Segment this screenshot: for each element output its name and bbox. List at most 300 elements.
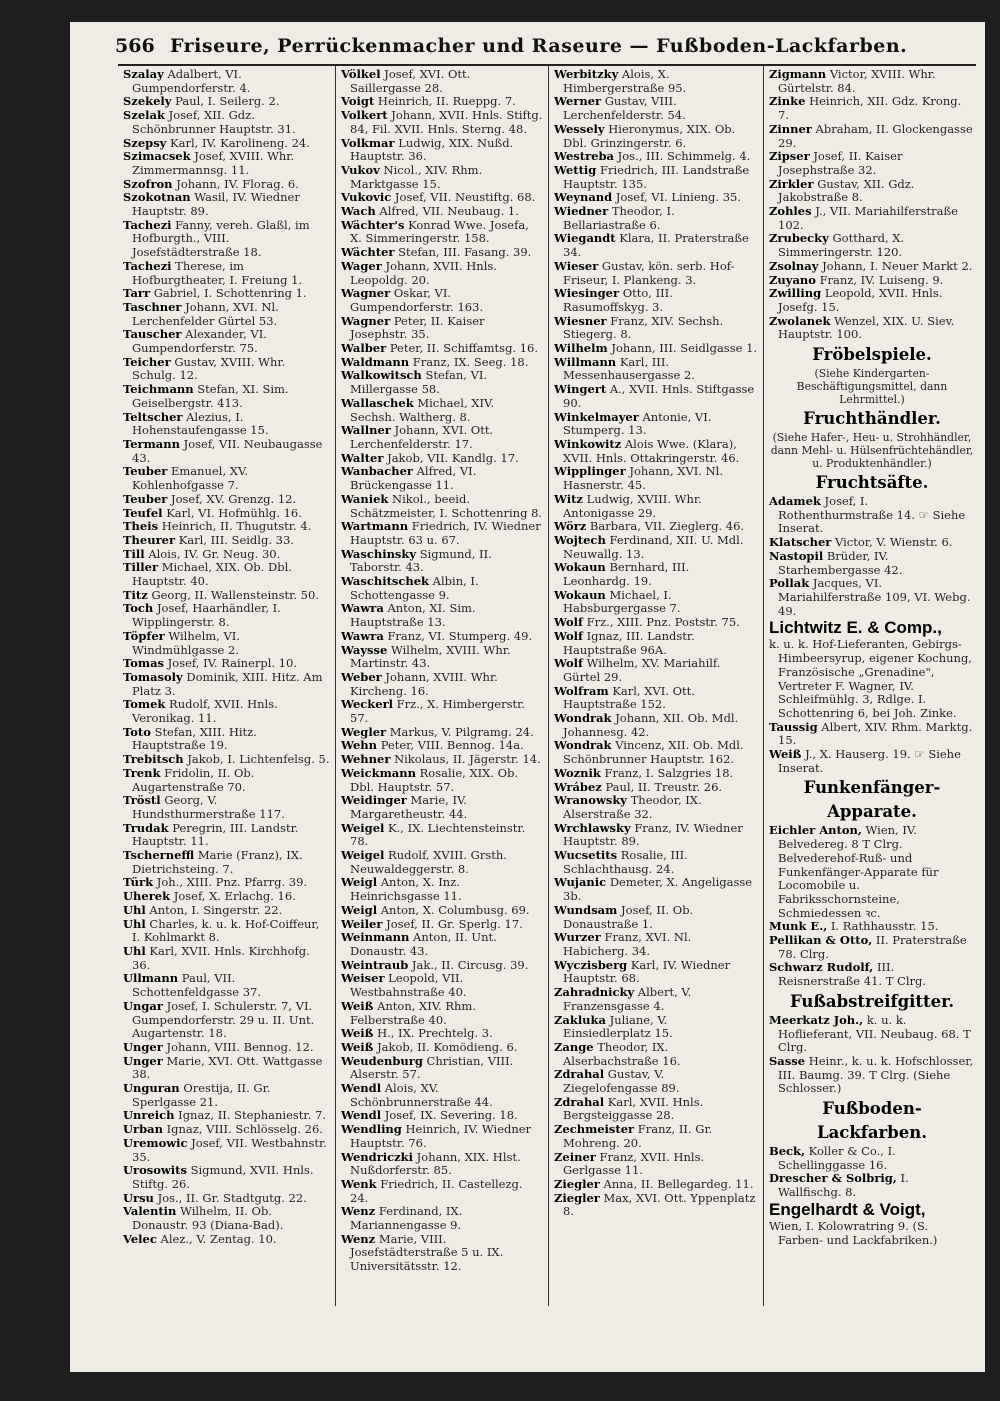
entry-surname: Ullmann: [123, 971, 179, 986]
entry-surname: Termann: [123, 436, 180, 451]
entry-surname: Volkmar: [341, 135, 395, 150]
directory-entry: [554, 315, 758, 342]
entry-surname: Walkowitsch: [341, 368, 422, 383]
directory-entry: [554, 931, 758, 958]
directory-entry: [341, 876, 543, 903]
entry-details: Anna, II. Bellegardeg. 11.: [603, 1176, 754, 1191]
entry-surname: Toto: [123, 724, 151, 739]
directory-entry: [341, 493, 543, 520]
entry-surname: Szokotnan: [123, 190, 191, 205]
entry-surname: Wächter's: [341, 217, 405, 232]
entry-surname: Wawra: [341, 628, 384, 643]
directory-entry: [123, 356, 330, 383]
entry-details: Josef, XV. Grenzg. 12.: [171, 491, 297, 506]
entry-surname: Wojtech: [554, 532, 606, 547]
entry-details: Paul, VII. Schottenfeldgasse 37.: [132, 971, 261, 1000]
column-3: [549, 66, 764, 1306]
entry-details: Ferdinand, IX. Mariannengasse 9.: [350, 1204, 463, 1233]
directory-entry: [554, 794, 758, 821]
entry-details: Wilhelm, II. Ob. Donaustr. 93 (Diana-Bad).: [132, 1204, 284, 1233]
entry-surname: Vukov: [341, 162, 380, 177]
entry-surname: Wenz: [341, 1204, 376, 1219]
entry-details: Charles, k. u. k. Hof-Coiffeur, I. Kohlmarkt 8.: [132, 916, 320, 945]
directory-entry: [769, 550, 975, 577]
page-title: Friseure, Perrückenmacher und Raseure — Fußboden-Lackfarben.: [170, 35, 908, 57]
section-heading: Fruchtsäfte.: [815, 473, 929, 493]
directory-entry: [769, 1145, 975, 1172]
entry-details: Heinr., k. u. k. Hofschlosser, III. Baumg. 39. T Clrg. (Siehe Schlosser.): [778, 1053, 974, 1096]
entry-details: Franz, IX. Seeg. 18.: [412, 354, 529, 369]
directory-entry: [341, 739, 543, 753]
entry-details: Karl, XVI. Ott. Hauptstraße 152.: [563, 683, 695, 712]
entry-details: Wien, IV. Belvedereg. 8 T Clrg. Belvederehof-Ruß- und Funkenfänger-Apparate für Locomobile u. Fabriksschornsteine, Schmiedessen ꝛc.: [778, 823, 939, 920]
directory-entry: [123, 438, 330, 465]
section-heading: Fußabstreifgitter.: [789, 991, 955, 1011]
entry-surname: Weickmann: [341, 765, 416, 780]
directory-entry: [341, 1205, 543, 1232]
entry-surname: Wyczisberg: [554, 957, 628, 972]
directory-entry: [769, 638, 975, 720]
directory-entry: [123, 794, 330, 821]
entry-surname: Pellikan & Otto,: [769, 933, 873, 948]
directory-entry: [554, 822, 758, 849]
directory-entry: [123, 1055, 330, 1082]
entry-details: Karl, IV. Wiedner Hauptstr. 68.: [563, 957, 731, 986]
entry-details: H., IX. Prechtelg. 3.: [377, 1026, 493, 1041]
entry-surname: Zinner: [769, 121, 812, 136]
entry-surname: Trudak: [123, 820, 169, 835]
entry-details: Friedrich, IV. Wiedner Hauptstr. 63 u. 67.: [350, 519, 541, 547]
entry-surname: Meerkatz Joh.,: [769, 1012, 864, 1027]
entry-details: Johann, XVI. Ott. Lerchenfelderstr. 17.: [350, 423, 494, 451]
entry-details: Koller & Co., I. Schellinggasse 16.: [778, 1144, 896, 1172]
entry-details: Rosalie, XIX. Ob. Dbl. Hauptstr. 57.: [350, 765, 519, 794]
entry-details: Adalbert, VI. Gumpendorferstr. 4.: [132, 67, 251, 95]
entry-details: Ludwig, XIX. Nußd. Hauptstr. 36.: [350, 135, 514, 164]
directory-entry: [554, 589, 758, 616]
directory-entry: [554, 1151, 758, 1178]
entry-details: Stefan, III. Fasang. 39.: [398, 245, 532, 260]
entry-details: Alois, X. Himbergerstraße 95.: [563, 67, 687, 95]
directory-entry: [554, 986, 758, 1013]
directory-entry: [554, 493, 758, 520]
directory-entry: [554, 123, 758, 150]
entry-surname: Theis: [123, 519, 159, 534]
directory-entry: [554, 68, 758, 95]
entry-details: Theodor, IX. Alserbachstraße 16.: [563, 1039, 681, 1068]
directory-entry: [123, 219, 330, 260]
entry-surname: Volkert: [341, 108, 388, 123]
directory-entry: [341, 575, 543, 602]
entry-surname: Wehn: [341, 738, 378, 753]
directory-entry: [341, 1041, 543, 1055]
directory-entry: [769, 824, 975, 920]
entry-surname: Valentin: [123, 1204, 177, 1219]
entry-details: K., IX. Liechtensteinstr. 78.: [350, 820, 526, 849]
directory-entry: [123, 68, 330, 95]
directory-entry: [554, 739, 758, 766]
entry-surname: Wendl: [341, 1081, 382, 1096]
entry-surname: Wendling: [341, 1122, 402, 1137]
entry-details: Johann, XVI. Nl. Lerchenfelder Gürtel 53.: [132, 299, 279, 328]
directory-entry: [554, 781, 758, 795]
entry-details: Peregrin, III. Landstr. Hauptstr. 11.: [132, 820, 299, 849]
entry-surname: Völkel: [341, 67, 381, 81]
entry-surname: Zuyano: [769, 272, 816, 287]
entry-details: Gustav, V. Ziegelofengasse 89.: [563, 1067, 680, 1096]
directory-entry: [554, 1096, 758, 1123]
entry-surname: Zwilling: [769, 286, 822, 301]
entry-details: Johann, XVI. Nl. Hasnerstr. 45.: [563, 464, 724, 493]
entry-details: Anton, II. Unt. Donaustr. 43.: [350, 930, 497, 958]
entry-surname: Weigel: [341, 820, 385, 835]
entry-details: Wenzel, XIX. U. Siev. Hauptstr. 100.: [778, 313, 955, 342]
entry-surname: Urban: [123, 1122, 163, 1137]
entry-details: Josef, Haarhändler, I. Wipplingerstr. 8.: [132, 601, 281, 630]
entry-details: Ludwig, XVIII. Whr. Antonigasse 29.: [563, 491, 702, 520]
entry-details: Franz, XIV. Sechsh. Stiegerg. 8.: [563, 313, 724, 342]
entry-details: Gotthard, X. Simmeringerstr. 120.: [778, 231, 905, 260]
entry-surname: Waniek: [341, 491, 389, 506]
entry-details: J., VII. Mariahilferstraße 102.: [778, 204, 958, 232]
directory-entry: [341, 1233, 543, 1274]
directory-entry: [123, 109, 330, 136]
entry-surname: Beck,: [769, 1144, 806, 1159]
entry-surname: Westreba: [554, 149, 614, 164]
directory-entry: [769, 150, 975, 177]
entry-surname: Woznik: [554, 765, 601, 780]
directory-entry: [123, 1233, 330, 1247]
directory-entry: [123, 1192, 330, 1206]
entry-surname: Tarr: [123, 286, 151, 301]
entry-surname: Wehner: [341, 752, 391, 767]
directory-entry: [341, 520, 543, 547]
directory-entry: [341, 191, 543, 205]
entry-details: Alois, XV. Schönbrunnerstraße 44.: [350, 1081, 493, 1109]
entry-surname: Wondrak: [554, 711, 612, 726]
entry-details: Stefan, VI. Millergasse 58.: [350, 368, 488, 397]
entry-details: Theodor, IX. Alserstraße 32.: [563, 793, 702, 821]
entry-details: Josef, XVI. Ott. Saillergasse 28.: [350, 67, 471, 95]
entry-surname: Unguran: [123, 1081, 180, 1096]
entry-details: Wilhelm, XVIII. Whr. Martinstr. 43.: [350, 642, 511, 671]
directory-entry: [123, 411, 330, 438]
entry-surname: Ziegler: [554, 1190, 600, 1205]
directory-entry: [554, 712, 758, 739]
entry-details: Oskar, VI. Gumpendorferstr. 163.: [350, 286, 484, 314]
entry-details: Heinrich, XII. Gdz. Krong. 7.: [778, 94, 962, 123]
entry-surname: Wettig: [554, 162, 597, 177]
directory-entry: [554, 1192, 758, 1219]
directory-entry: [769, 920, 975, 934]
entry-surname: Titz: [123, 587, 148, 602]
entry-surname: Weigel: [341, 848, 385, 863]
entry-details: Michael, I. Habsburgergasse 7.: [563, 587, 681, 616]
directory-entry: [341, 465, 543, 492]
entry-surname: Wartmann: [341, 519, 409, 534]
directory-entry: [123, 904, 330, 918]
entry-details: Johann, XVIII. Whr. Kircheng. 16.: [350, 669, 498, 698]
directory-entry: [554, 534, 758, 561]
entry-details: Josef, VI. Linieng. 35.: [615, 190, 741, 205]
entry-surname: Ungar: [123, 998, 163, 1013]
entry-details: Franz, XVII. Hnls. Gerlgasse 11.: [563, 1149, 705, 1178]
entry-details: Marie, VIII. Josefstädterstraße 5 u. IX. Universitätsstr. 12.: [350, 1231, 504, 1274]
entry-surname: Tröstl: [123, 793, 161, 808]
directory-entry: [769, 577, 975, 618]
entry-details: Franz, VI. Stumperg. 49.: [387, 628, 533, 643]
entry-surname: Szepsy: [123, 135, 167, 150]
entry-details: Franz, IV. Luiseng. 9.: [819, 272, 944, 287]
directory-entry: [341, 959, 543, 973]
directory-entry: [554, 520, 758, 534]
entry-details: Albin, I. Schottengasse 9.: [350, 574, 479, 602]
entry-details: Ferdinand, XII. U. Mdl. Neuwallg. 13.: [563, 532, 744, 561]
entry-details: Anton, XIV. Rhm. Felberstraße 40.: [350, 998, 476, 1027]
entry-surname: Wiesinger: [554, 286, 620, 301]
directory-entry: [769, 178, 975, 205]
entry-surname: Willmann: [554, 354, 617, 369]
directory-entry: [554, 164, 758, 191]
entry-surname: Teichmann: [123, 382, 194, 397]
entry-surname: Waschitschek: [341, 574, 430, 589]
entry-details: Gabriel, I. Schottenring 1.: [153, 286, 307, 301]
entry-details: Jacques, VI. Mariahilferstraße 109, VI. Webg. 49.: [778, 576, 971, 618]
entry-details: Johann, XVII. Hnls. Stiftg. 84, Fil. XVII. Hnls. Sterng. 48.: [350, 108, 543, 136]
entry-details: Gustav, VIII. Lerchenfelderstr. 54.: [563, 94, 686, 123]
directory-entry: [123, 1123, 330, 1137]
directory-entry: [123, 95, 330, 109]
entry-surname: Toch: [123, 601, 154, 616]
entry-surname: Wächter: [341, 245, 395, 260]
entry-details: Frz., XIII. Pnz. Poststr. 75.: [586, 615, 740, 630]
directory-entry: [123, 507, 330, 521]
entry-details: Therese, im Hofburgtheater, I. Freiung 1.: [132, 258, 303, 287]
entry-details: Victor, XVIII. Whr. Gürtelstr. 84.: [778, 67, 936, 95]
directory-entry: [341, 698, 543, 725]
directory-entry: [123, 890, 330, 904]
entry-details: Albert, XIV. Rhm. Marktg. 15.: [778, 719, 973, 748]
directory-entry: [123, 657, 330, 671]
entry-surname: Weckerl: [341, 697, 394, 712]
entry-details: III. Reisnerstraße 41. T Clrg.: [778, 960, 927, 989]
entry-details: Antonie, VI. Stumperg. 13.: [563, 409, 712, 438]
directory-entry: [769, 205, 975, 232]
entry-details: Konrad Wwe. Josefa, X. Simmeringerstr. 158.: [350, 217, 529, 246]
entry-details: Josef, X. Erlachg. 16.: [173, 889, 296, 904]
entry-surname: Vukovic: [341, 190, 392, 205]
entry-details: Otto, III. Rasumoffskyg. 3.: [563, 286, 673, 314]
directory-entry: [341, 904, 543, 918]
entry-details: Gustav, XII. Gdz. Jakobstraße 8.: [778, 176, 915, 205]
entry-details: Orestija, II. Gr. Sperlgasse 21.: [132, 1081, 271, 1109]
entry-details: I. Rathhausstr. 15.: [830, 919, 939, 934]
entry-details: Friedrich, III. Landstraße Hauptstr. 135.: [563, 162, 750, 191]
directory-entry: [123, 972, 330, 999]
directory-entry: [341, 548, 543, 575]
entry-surname: Wiesner: [554, 313, 607, 328]
entry-details: Josef, II. Gr. Sperlg. 17.: [386, 916, 523, 931]
directory-entry: [341, 356, 543, 370]
entry-details: Frz., X. Himbergerstr. 57.: [350, 697, 526, 726]
entry-details: Josef, I. Rothenthurmstraße 14. ☞ Siehe Inserat.: [778, 494, 966, 536]
entry-surname: Wranowsky: [554, 793, 627, 808]
entry-surname: Wanbacher: [341, 464, 413, 479]
entry-details: Marie, XVI. Ott. Wattgasse 38.: [132, 1053, 323, 1082]
directory-entry: [123, 1137, 330, 1164]
entry-details: Johann, I. Neuer Markt 2.: [822, 258, 973, 273]
directory-entry: [769, 1172, 975, 1199]
entry-surname: Wilhelm: [554, 341, 608, 356]
entry-details: Peter, VIII. Bennog. 14a.: [380, 738, 524, 753]
entry-surname: Weudenburg: [341, 1053, 423, 1068]
entry-surname: Ziegler: [554, 1176, 600, 1191]
section-heading: Funkenfänger-Apparate.: [803, 778, 941, 822]
directory-entry: [123, 1041, 330, 1055]
entry-surname: Szekely: [123, 94, 172, 109]
entry-details: Friedrich, II. Castellezg. 24.: [350, 1176, 523, 1205]
entry-details: Ignaz, III. Landstr. Hauptstraße 96A.: [563, 628, 695, 657]
entry-details: Jakob, II. Komödieng. 6.: [377, 1039, 518, 1054]
entry-surname: Klatscher: [769, 535, 832, 550]
advertiser-name: Lichtwitz E. & Comp.,: [769, 618, 942, 638]
directory-entry: [341, 95, 543, 109]
entry-details: Peter, II. Kaiser Josephstr. 35.: [350, 313, 485, 342]
section-heading: Fröbelspiele.: [812, 345, 932, 365]
entry-surname: Wundsam: [554, 902, 618, 917]
entry-details: Josef, IV. Rainerpl. 10.: [167, 656, 298, 671]
entry-surname: Waldmann: [341, 354, 410, 369]
directory-entry: [341, 68, 543, 95]
entry-surname: Szelak: [123, 108, 165, 123]
entry-details: Theodor, I. Bellariastraße 6.: [563, 204, 675, 232]
entry-surname: Zipser: [769, 149, 810, 164]
directory-entry: [341, 671, 543, 698]
directory-entry: [554, 150, 758, 164]
entry-details: Wilhelm, XV. Mariahilf. Gürtel 29.: [563, 656, 721, 684]
directory-entry: [554, 657, 758, 684]
column-1: [118, 66, 336, 1306]
entry-details: Ignaz, VIII. Schlösselg. 26.: [166, 1122, 323, 1137]
entry-surname: Wenk: [341, 1176, 377, 1191]
entry-details: Paul, I. Seilerg. 2.: [175, 94, 280, 109]
entry-details: Nikol., beeid. Schätzmeister, I. Schottenring 8.: [350, 491, 543, 520]
entry-details: Josef, IX. Severing. 18.: [384, 1108, 518, 1123]
directory-entry: [554, 342, 758, 356]
entry-details: Anton, X. Columbusg. 69.: [380, 902, 530, 917]
directory-entry: [123, 1164, 330, 1191]
entry-details: Klara, II. Praterstraße 34.: [563, 231, 749, 260]
entry-details: Rosalie, III. Schlachthausg. 24.: [563, 848, 688, 876]
directory-entry: [341, 602, 543, 629]
entry-details: Markus, V. Pilgramg. 24.: [389, 724, 534, 739]
entry-details: Rudolf, XVIII. Grsth. Neuwaldeggerstr. 8.: [350, 848, 507, 876]
directory-entry: [341, 767, 543, 794]
entry-details: Alezius, I. Hohenstaufengasse 15.: [132, 409, 269, 438]
entry-details: Nikolaus, II. Jägerstr. 14.: [394, 752, 541, 767]
entry-details: Anton, X. Inz. Heinrichsgasse 11.: [350, 875, 462, 904]
entry-surname: Tachezi: [123, 258, 172, 273]
entry-details: Josef, VII. Neustiftg. 68.: [394, 190, 536, 205]
directory-entry: [341, 1151, 543, 1178]
entry-details: Franz, IV. Wiedner Hauptstr. 89.: [563, 820, 743, 849]
entry-surname: Taussig: [769, 719, 818, 734]
directory-entry: [123, 150, 330, 177]
directory-entry: [341, 287, 543, 314]
entry-surname: Werbitzky: [554, 67, 619, 81]
entry-surname: Zeiner: [554, 1149, 596, 1164]
entry-surname: Weiß: [341, 998, 374, 1013]
entry-surname: Uherek: [123, 889, 171, 904]
entry-surname: Velec: [123, 1231, 157, 1246]
directory-entry: [554, 685, 758, 712]
entry-surname: Szalay: [123, 67, 164, 81]
entry-details: Vincenz, XII. Ob. Mdl. Schönbrunner Hauptstr. 162.: [563, 738, 744, 767]
directory-entry: [123, 876, 330, 890]
directory-entry: [123, 1205, 330, 1232]
entry-details: Dominik, XIII. Hitz. Am Platz 3.: [132, 669, 323, 698]
entry-details: Ignaz, II. Stephaniestr. 7.: [178, 1108, 326, 1123]
entry-surname: Unger: [123, 1053, 163, 1068]
directory-entry: [123, 918, 330, 945]
directory-entry: [554, 959, 758, 986]
entry-details: Josef, I. Schulerstr. 7, VI. Gumpendorferstr. 29 u. II. Unt. Augartenstr. 18.: [132, 998, 315, 1041]
entry-surname: Wujanic: [554, 875, 607, 890]
directory-entry: [769, 748, 975, 775]
directory-entry: [341, 315, 543, 342]
directory-entry: [123, 630, 330, 657]
entry-surname: Weintraub: [341, 957, 409, 972]
directory-entry: [554, 616, 758, 630]
entry-surname: Wendriczki: [341, 1149, 413, 1164]
entry-surname: Wipplinger: [554, 464, 626, 479]
directory-entry: [554, 356, 758, 383]
directory-entry: [123, 671, 330, 698]
directory-entry: [123, 465, 330, 492]
entry-details: Albert, V. Franzensgasse 4.: [563, 985, 692, 1013]
entry-details: Jakob, I. Lichtenfelsg. 5.: [187, 752, 330, 767]
directory-entry: [123, 822, 330, 849]
entry-details: II. Praterstraße 78. Clrg.: [778, 933, 967, 961]
entry-surname: Wingert: [554, 382, 607, 397]
entry-details: Wasil, IV. Wiedner Hauptstr. 89.: [132, 190, 300, 219]
directory-entry: [341, 164, 543, 191]
entry-surname: Unreich: [123, 1108, 175, 1123]
entry-surname: Zigmann: [769, 67, 827, 81]
directory-entry: [123, 520, 330, 534]
directory-entry: [123, 191, 330, 218]
directory-entry: [341, 822, 543, 849]
directory-entry: [554, 95, 758, 122]
entry-details: Bernhard, III. Leonhardg. 19.: [563, 560, 690, 589]
entry-surname: Tomasoly: [123, 669, 183, 684]
directory-entry: [123, 287, 330, 301]
directory-entry: [554, 1068, 758, 1095]
entry-surname: Voigt: [341, 94, 375, 109]
directory-entry: [554, 904, 758, 931]
entry-details: Karl, III. Seidlg. 33.: [178, 532, 294, 547]
directory-entry: [554, 205, 758, 232]
directory-entry: [341, 452, 543, 466]
directory-entry: [123, 137, 330, 151]
directory-entry: [123, 260, 330, 287]
entry-surname: Wondrak: [554, 738, 612, 753]
entry-surname: Weiser: [341, 971, 385, 986]
section-heading: Fußboden-Lackfarben.: [816, 1099, 928, 1143]
entry-details: Gustav, XVIII. Whr. Schulg. 12.: [132, 354, 286, 383]
entry-details: Paul, II. Treustr. 26.: [605, 779, 723, 794]
directory-entry: [341, 369, 543, 396]
